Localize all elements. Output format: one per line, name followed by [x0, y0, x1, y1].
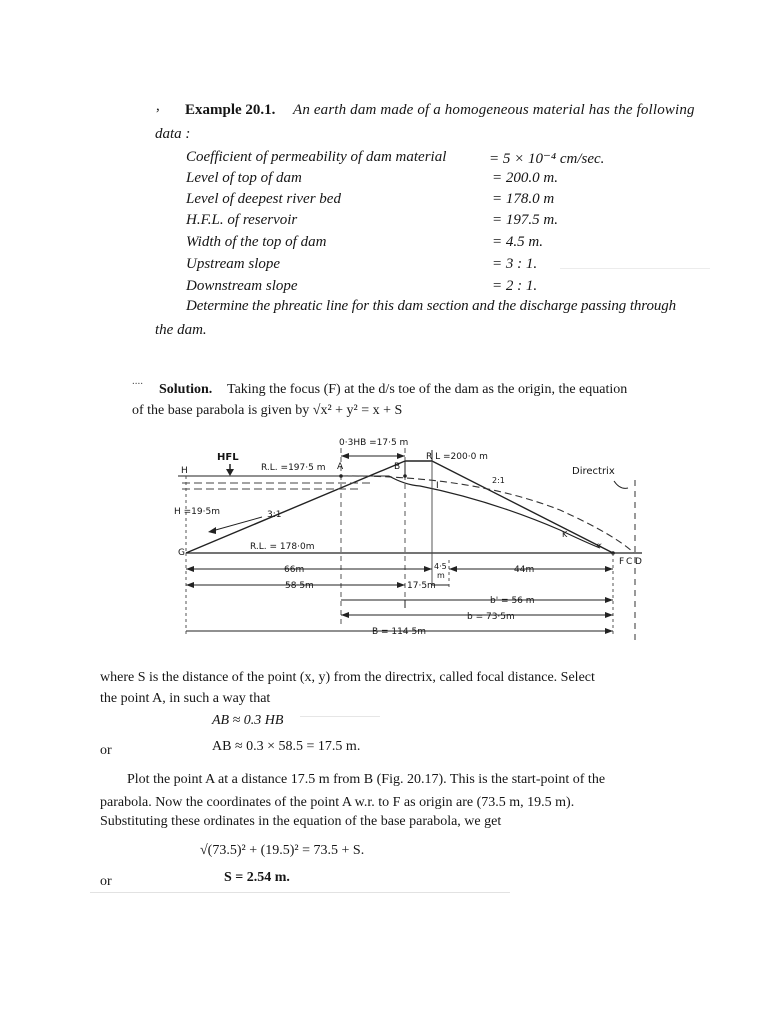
data-row-value: = 5 × 10⁻⁴ cm/sec. [489, 151, 605, 167]
fig-dim-45: 4·5 [434, 562, 447, 571]
fig-dim-b: b = 73·5m [467, 612, 515, 622]
data-row-value: = 2 : 1. [492, 278, 538, 294]
fig-dim-44: 44m [514, 565, 535, 575]
data-row-value: = 3 : 1. [492, 256, 538, 272]
where-text: where S is the distance of the point (x, y) from the directrix, called focal distance. Select [100, 670, 595, 685]
fig-dim-175: 17·5m [407, 581, 436, 591]
example-bullet: , [156, 98, 160, 114]
plot-text: parabola. Now the coordinates of the point A w.r. to F as origin are (73.5 m, 19.5 m). [100, 795, 575, 810]
fig-label-us-slope: 3:1 [267, 510, 282, 520]
equation-ab-value: AB ≈ 0.3 × 58.5 = 17.5 m. [212, 739, 361, 754]
fig-label-c: C [626, 557, 633, 567]
example-task: Determine the phreatic line for this dam section and the discharge passing through [186, 298, 677, 314]
data-row-value: = 4.5 m. [492, 234, 543, 250]
fig-label-ds-slope: 2:1 [492, 476, 505, 485]
data-row-value: = 197.5 m. [492, 212, 558, 228]
solution-text: Taking the focus (F) at the d/s toe of the dam as the origin, the equation [227, 382, 628, 397]
fig-label-d: D [635, 557, 642, 567]
fig-label-i: I [436, 481, 439, 491]
fig-label-b: B [394, 462, 401, 472]
fig-dim-B: B = 114·5m [372, 627, 426, 637]
fig-label-rl-bed: R.L. = 178·0m [250, 542, 315, 552]
fig-label-alpha: ∝ [596, 541, 603, 551]
where-text: the point A, in such a way that [100, 691, 271, 706]
example-intro-cont: data : [155, 126, 191, 142]
fig-label-directrix: Directrix [572, 466, 615, 477]
data-row-label: Upstream slope [186, 256, 281, 272]
fig-dim-bprime: b' = 56 m [490, 596, 535, 606]
data-row-label: H.F.L. of reservoir [186, 212, 298, 228]
fig-dim-585: 58·5m [285, 581, 314, 591]
data-row-label: Width of the top of dam [186, 234, 327, 250]
equation-result: S = 2.54 m. [224, 870, 290, 885]
fig-label-h-height: H =19·5m [174, 507, 220, 517]
fig-label-h: H [181, 466, 188, 476]
equation-ab: AB ≈ 0.3 HB [212, 713, 284, 728]
example-label: Example 20.1. [185, 102, 276, 118]
fig-label-g: G [178, 548, 185, 558]
example-intro: An earth dam made of a homogeneous material has the following [293, 102, 695, 118]
fig-label-03hb: 0·3HB =17·5 m [339, 438, 409, 448]
plot-text: Plot the point A at a distance 17.5 m from B (Fig. 20.17). This is the start-point of the [127, 772, 606, 787]
solution-marker: .... [132, 375, 143, 387]
or-label: or [100, 743, 112, 758]
or-label: or [100, 874, 112, 889]
fig-dim-45m: m [437, 571, 445, 580]
fig-dim-66: 66m [284, 565, 305, 575]
data-row-label: Coefficient of permeability of dam material [186, 149, 447, 165]
fig-label-rl-hfl: R.L. =197·5 m [261, 463, 326, 473]
data-row-label: Level of deepest river bed [186, 191, 341, 207]
solution-label: Solution. [159, 382, 213, 397]
data-row-label: Downstream slope [186, 278, 298, 294]
example-task-cont: the dam. [155, 322, 207, 338]
fig-label-hfl: HFL [217, 452, 239, 463]
data-row-value: = 200.0 m. [492, 170, 558, 186]
fig-label-rl-top: R L =200·0 m [426, 452, 488, 462]
fig-label-a: A [337, 462, 344, 472]
plot-text: Substituting these ordinates in the equation of the base parabola, we get [100, 814, 502, 829]
data-row-value: = 178.0 m [492, 191, 555, 207]
solution-text: of the base parabola is given by √x² + y² = x + S [132, 403, 403, 418]
data-row-label: Level of top of dam [186, 170, 302, 186]
fig-label-k: K [562, 530, 568, 539]
fig-label-f: F [619, 557, 625, 567]
equation-substitution: √(73.5)² + (19.5)² = 73.5 + S. [200, 843, 365, 858]
